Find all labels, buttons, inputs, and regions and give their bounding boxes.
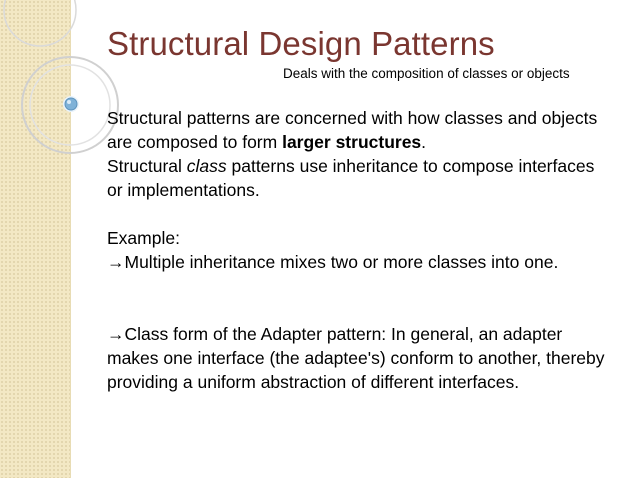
slide-title: Structural Design Patterns bbox=[107, 25, 495, 62]
intro-text-2: . bbox=[421, 132, 427, 152]
intro-bold-text: larger structures bbox=[282, 132, 422, 152]
example-label: Example: bbox=[107, 228, 180, 248]
intro-italic-text: class bbox=[186, 156, 227, 176]
intro-text-1: Structural patterns are concerned with how classes and objects are composed to form bbox=[107, 108, 598, 152]
bullet-multiple-inheritance: →Multiple inheritance mixes two or more classes into one. bbox=[107, 252, 559, 272]
decorative-side-band bbox=[0, 0, 71, 478]
slide-body bbox=[107, 106, 607, 394]
intro-text-3: Structural bbox=[107, 156, 187, 176]
slide-subtitle: Deals with the composition of classes or objects bbox=[283, 66, 570, 81]
intro-paragraph bbox=[107, 106, 607, 202]
bullet-adapter-pattern: →Class form of the Adapter pattern: In general, an adapter makes one interface (the adaptee's) conform to another, thereby providing a uniform abstraction of different interfaces. bbox=[107, 324, 605, 392]
intro-text-4: patterns use inheritance to compose interfaces or implementations. bbox=[107, 156, 595, 200]
